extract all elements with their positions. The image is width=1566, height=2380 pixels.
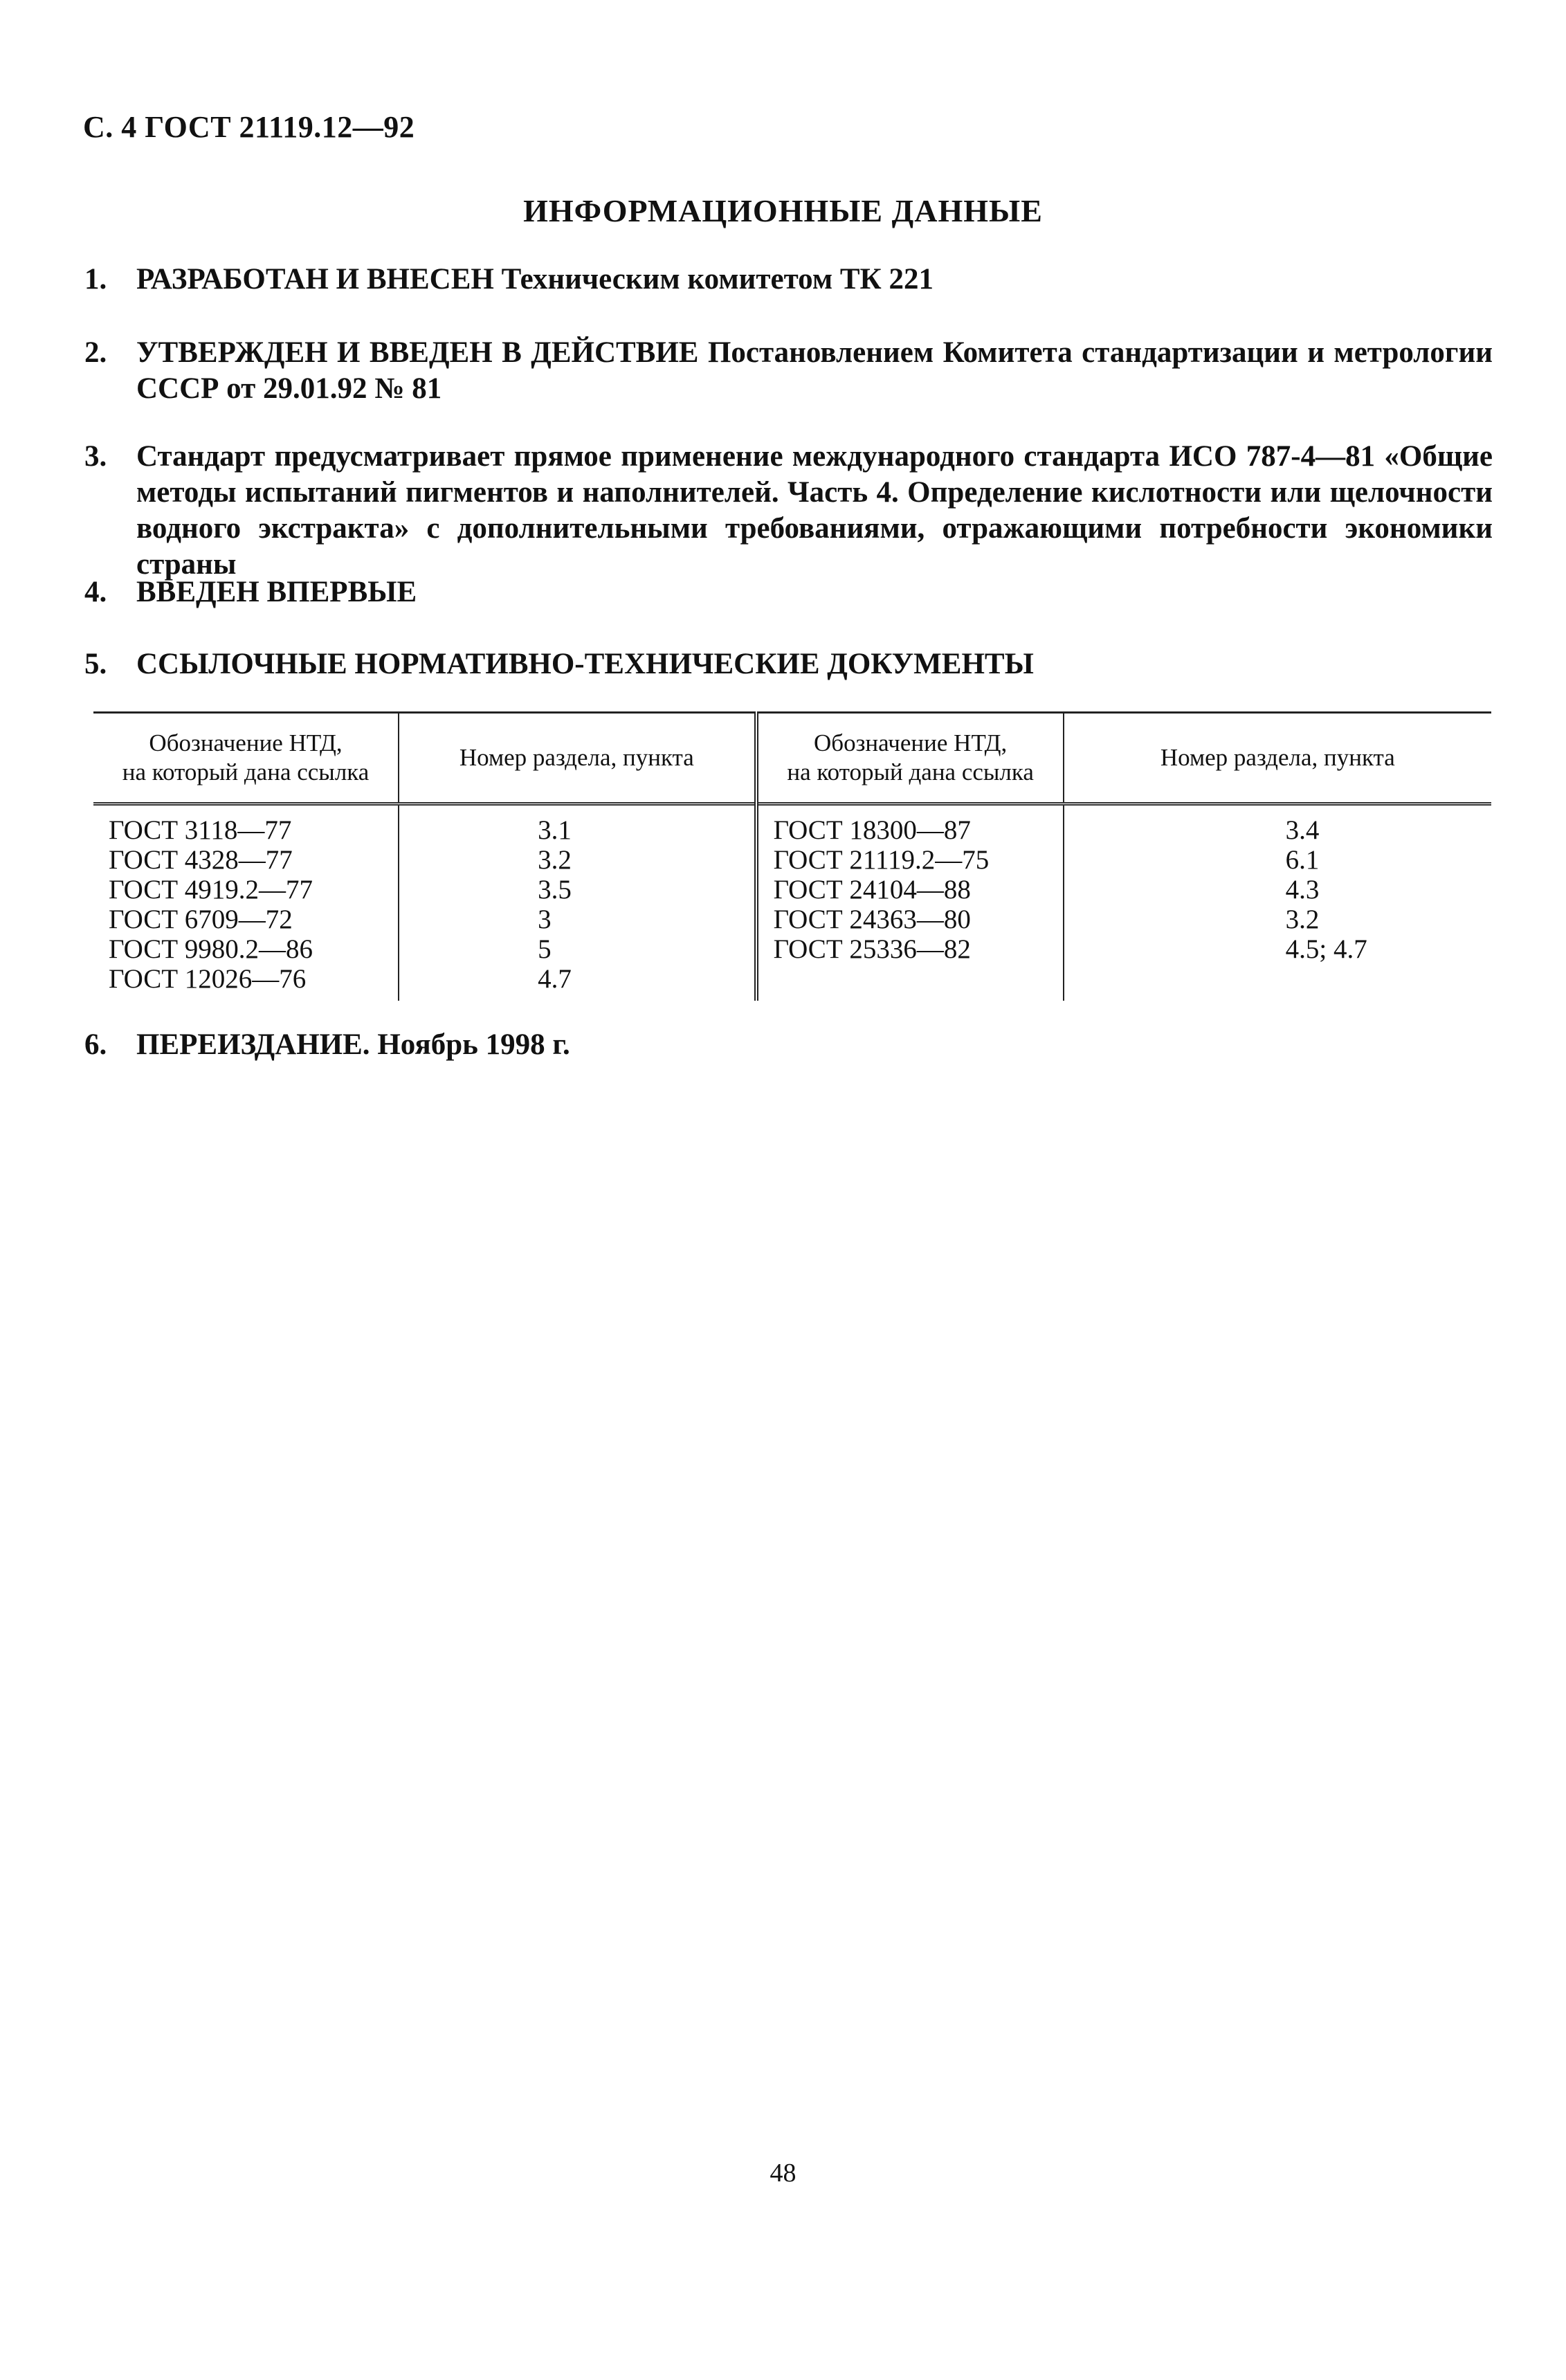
item-number: 3. xyxy=(84,440,107,473)
section-number: 3.4 xyxy=(1285,815,1320,845)
table-row xyxy=(93,804,1491,1001)
info-item-6 xyxy=(84,1027,1493,1063)
designation: ГОСТ 9980.2—86 xyxy=(109,934,313,964)
section-number: 3.2 xyxy=(1285,905,1320,934)
info-item-3 xyxy=(84,439,1493,583)
item-number: 2. xyxy=(84,336,107,369)
item-text: Техническим комитетом ТК 221 xyxy=(501,263,934,296)
designation: ГОСТ 12026—76 xyxy=(109,964,307,994)
column-header-section: Номер раздела, пункта xyxy=(399,713,756,804)
section-number: 4.5; 4.7 xyxy=(1285,934,1367,964)
page-number: 48 xyxy=(770,2159,796,2188)
designation: ГОСТ 21119.2—75 xyxy=(773,845,990,875)
item-heading: ВВЕДЕН ВПЕРВЫЕ xyxy=(136,576,417,608)
section-number: 4.3 xyxy=(1285,875,1320,905)
section-number: 3 xyxy=(538,905,552,934)
designation-cell-left xyxy=(93,804,399,1001)
item-text: Постановлением Комитета стандартизации и метрологии СССР от 29.01.92 № 81 xyxy=(136,336,1493,405)
designation: ГОСТ 25336—82 xyxy=(773,934,971,964)
reference-documents-table xyxy=(93,711,1491,1001)
column-header-section: Номер раздела, пункта xyxy=(1064,713,1491,804)
item-heading: РАЗРАБОТАН И ВНЕСЕН xyxy=(136,263,494,296)
item-number: 4. xyxy=(84,576,107,608)
table-header-row xyxy=(93,713,1491,804)
section-number: 5 xyxy=(538,934,552,964)
designation: ГОСТ 24363—80 xyxy=(773,905,971,934)
section-number: 3.5 xyxy=(538,875,572,905)
item-number: 6. xyxy=(84,1028,107,1061)
item-heading: УТВЕРЖДЕН И ВВЕДЕН В ДЕЙСТВИЕ xyxy=(136,336,699,369)
info-item-2 xyxy=(84,335,1493,407)
page-header: С. 4 ГОСТ 21119.12—92 xyxy=(83,110,415,144)
section-number: 4.7 xyxy=(538,964,572,994)
designation: ГОСТ 24104—88 xyxy=(773,875,971,905)
section-number: 6.1 xyxy=(1285,845,1320,875)
designation: ГОСТ 18300—87 xyxy=(773,815,971,845)
item-heading: ПЕРЕИЗДАНИЕ. xyxy=(136,1028,370,1061)
designation: ГОСТ 3118—77 xyxy=(109,815,292,845)
section-cell-right xyxy=(1064,804,1491,1001)
item-text: Ноябрь 1998 г. xyxy=(377,1028,570,1061)
item-text: Стандарт предусматривает прямое применение международного стандарта ИСО 787-4—81 «Общие методы испытаний пигментов и наполнителей. Часть 4. Определение кислотности или щелочности водного экстракта» с дополнительными требованиями, отражающими потребности экономики страны xyxy=(136,440,1493,581)
designation: ГОСТ 4919.2—77 xyxy=(109,875,313,905)
item-heading: ССЫЛОЧНЫЕ НОРМАТИВНО-ТЕХНИЧЕСКИЕ ДОКУМЕНТЫ xyxy=(136,648,1034,680)
item-number: 1. xyxy=(84,263,107,296)
document-title: ИНФОРМАЦИОННЫЕ ДАННЫЕ xyxy=(523,193,1043,228)
section-number: 3.2 xyxy=(538,845,572,875)
column-header-designation: Обозначение НТД, на который дана ссылка xyxy=(93,713,399,804)
section-number: 3.1 xyxy=(538,815,572,845)
section-cell-left xyxy=(399,804,756,1001)
designation: ГОСТ 4328—77 xyxy=(109,845,293,875)
designation: ГОСТ 6709—72 xyxy=(109,905,293,934)
info-item-1 xyxy=(84,262,1493,298)
info-item-4 xyxy=(84,574,1493,610)
column-header-designation: Обозначение НТД, на который дана ссылка xyxy=(756,713,1064,804)
info-item-5 xyxy=(84,646,1493,682)
designation-cell-right xyxy=(756,804,1064,1001)
item-number: 5. xyxy=(84,648,107,680)
